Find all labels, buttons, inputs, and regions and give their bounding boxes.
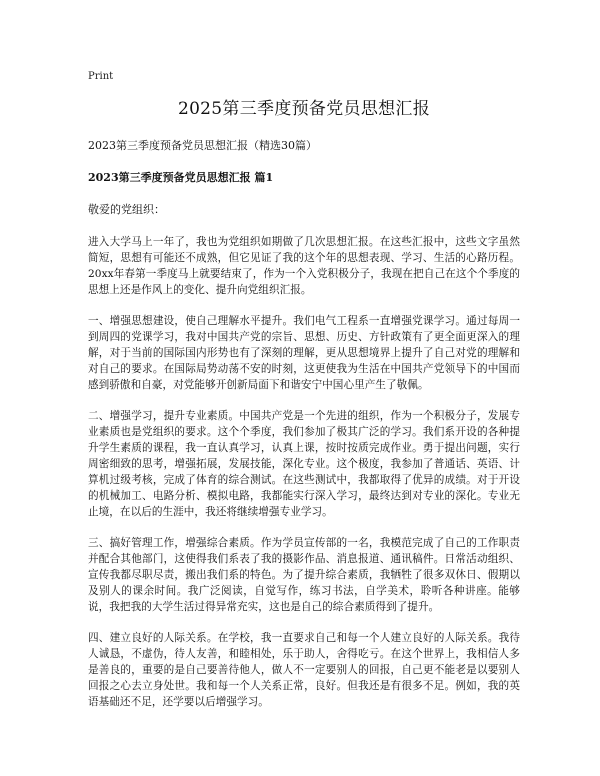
paragraph-intro: 进入大学马上一年了，我也为党组织如期做了几次思想汇报。在这些汇报中，这些文字虽然简短，思想有可能还不成熟，但它见证了我的这个年的思想表现、学习、生活的心路历程。20xx年春第一季度马上就要结束了，作为一个入党积极分子，我现在把自己在这个个季度的思想上还是作风上的变化、提升向党组织汇报。 [88,236,520,296]
paragraph-4: 四、建立良好的人际关系。在学校，我一直要求自己和每一个人建立良好的人际关系。我待人诚恳，不虚伪，待人友善，和睦相处，乐于助人，舍得吃亏。在这个世界上，我相信人多是善良的，重要的是自己要善待他人，做人不一定要别人的回报，自己更不能老是以要别人回报之心去立身处世。我和每一个人关系正常，良好。但我还是有很多不足。例如，我的英语基础还不足，还学要以后增强学习。 [88,632,520,708]
paragraph-2: 二、增强学习，提升专业素质。中国共产党是一个先进的组织，作为一个积极分子，发展专业素质也是党组织的要求。这个个季度，我们参加了极其广泛的学习。我们系开设的各种提升学生素质的课程，我一直认真学习，认真上课，按时按质完成作业。勇于提出问题，实行周密细致的思考，增强拓展，发展技能，深化专业。这个极度，我参加了普通话、英语、计算机过级考核，完成了体育的综合测试。在这些测试中，我都取得了优异的成绩。对于开设的机械加工、电路分析、模拟电路，我都能实行深入学习，最终达到对专业的深化。专业无止境，在以后的生涯中，我还将继续增强专业学习。 [88,410,520,518]
paragraph-1: 一、增强思想建设，使自己理解水平提升。我们电气工程系一直增强党课学习。通过每周一到周四的党课学习，我对中国共产党的宗旨、思想、历史、方针政策有了更全面更深入的理解，对于当前的国际国内形势也有了深刻的理解，更从思想境界上提升了自己对党的理解和对自己的要求。在国际局势动荡不安的时刻，这更使我为生活在中国共产党领导下的中国而感到骄傲和自豪，对党能够开创新局面下和谐安宁中国心里产生了敬佩。 [88,315,520,391]
greeting: 敬爱的党组织： [88,203,165,216]
document-title: 2025第三季度预备党员思想汇报 [177,99,431,119]
document-subtitle: 2023第三季度预备党员思想汇报（精选30篇） [88,139,317,152]
print-link[interactable]: Print [88,71,114,82]
section-heading: 2023第三季度预备党员思想汇报 篇1 [88,171,274,184]
document-page [88,70,520,725]
paragraph-3: 三、搞好管理工作，增强综合素质。作为学员宣传部的一名，我模范完成了自己的工作职责并配合其他部门，这使得我们系表了我的摄影作品、消息报道、通讯稿件。日常活动组织、宣传我都尽职尽责，搬出我们系的特色。为了提升综合素质，我牺牲了很多双休日、假期以及别人的课余时间。我广泛阅读，自觉写作，练习书法，自学美术，聆听各种讲座。能够说，我把我的大学生活过得异常充实，这也是自己的综合素质得到了提升。 [88,537,520,613]
